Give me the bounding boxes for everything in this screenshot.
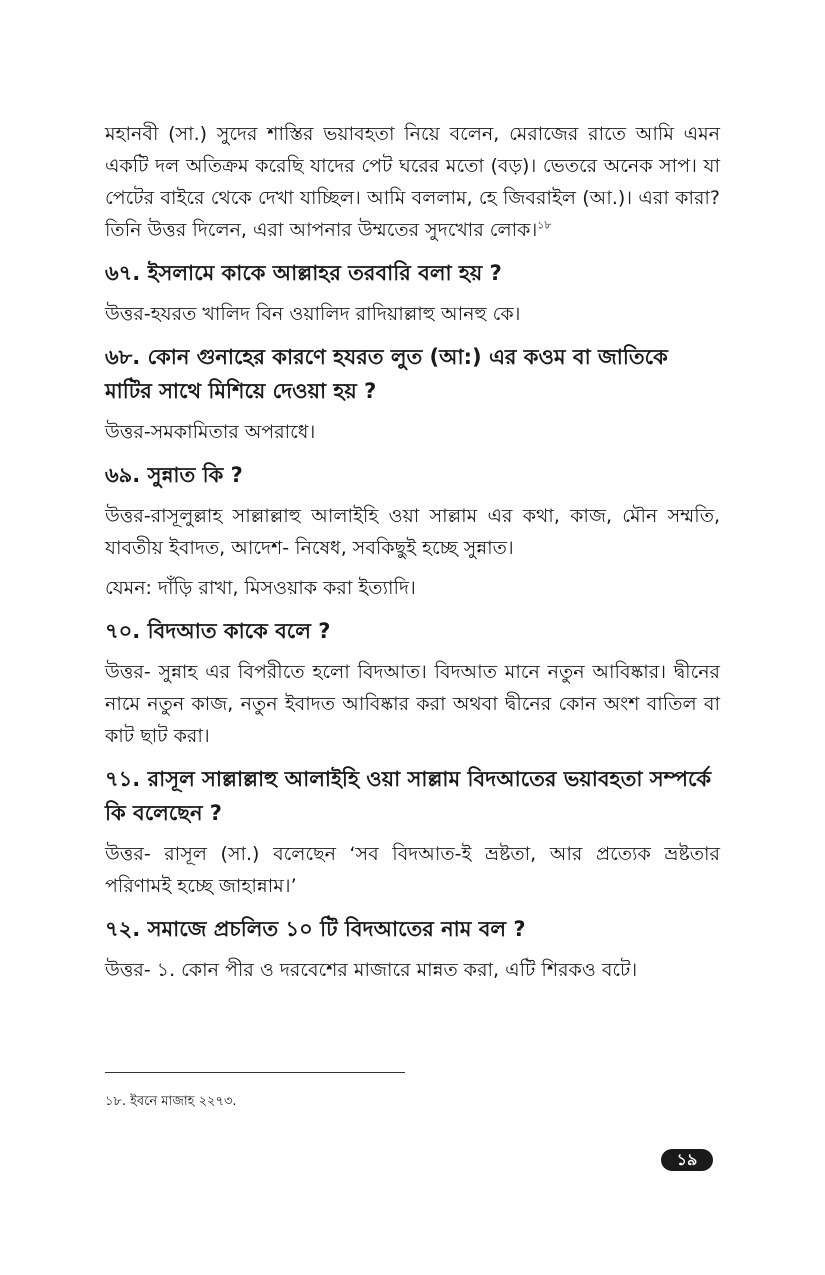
intro-text: মহানবী (সা.) সুদের শাস্তির ভয়াবহতা নিয়ে বলেন, মেরাজের রাতে আমি এমন একটি দল অতিক্রম করেছি যাদের পেট ঘরের মতো (বড়)। ভেতরে অনেক সাপ। যা পেটের বাইরে থেকে দেখা যাচ্ছিল। আমি বললাম, হে জিবরাইল (আ.)। এরা কারা? তিনি উত্তর দিলেন, এরা আপনার উম্মতের সুদখোর লোক। bbox=[105, 123, 720, 241]
answer-69: উত্তর-রাসূলুল্লাহ সাল্লাল্লাহু আলাইহি ওয়া সাল্লাম এর কথা, কাজ, মৌন সম্মতি, যাবতীয় ইবাদত, আদেশ- নিষেধ, সবকিছুই হচ্ছে সুন্নাত। bbox=[105, 505, 720, 559]
question-68: ৬৮. কোন গুনাহের কারণে হযরত লুত (আ:) এর কওম বা জাতিকে মাটির সাথে মিশিয়ে দেওয়া হয় ? bbox=[105, 345, 668, 403]
answer-68: উত্তর-সমকামিতার অপরাধে। bbox=[105, 421, 316, 443]
answer-72: উত্তর- ১. কোন পীর ও দরবেশের মাজারে মান্নত করা, এটি শিরকও বটে। bbox=[105, 959, 638, 981]
footnote: ১৮. ইবনে মাজাহ ২২৭৩. bbox=[105, 1094, 237, 1109]
question-69: ৬৯. সুন্নাত কি ? bbox=[105, 463, 243, 487]
answer-69-example: যেমন: দাঁড়ি রাখা, মিসওয়াক করা ইত্যাদি। bbox=[105, 577, 416, 599]
answer-70: উত্তর- সুন্নাহ এর বিপরীতে হলো বিদআত। বিদআত মানে নতুন আবিষ্কার। দ্বীনের নামে নতুন কাজ, নতুন ইবাদত আবিষ্কার করা অথবা দ্বীনের কোন অংশ বাতিল বা কাট ছাট করা। bbox=[105, 661, 720, 747]
footnote-divider bbox=[105, 1072, 405, 1073]
intro-paragraph bbox=[105, 118, 720, 246]
answer-67: উত্তর-হযরত খালিদ বিন ওয়ালিদ রাদিয়াল্লাহু আনহু কে। bbox=[105, 303, 521, 325]
question-71: ৭১. রাসূল সাল্লাল্লাহু আলাইহি ওয়া সাল্লাম বিদআতের ভয়াবহতা সম্পর্কে কি বলেছেন ? bbox=[105, 767, 712, 825]
question-67: ৬৭. ইসলামে কাকে আল্লাহর তরবারি বলা হয় ? bbox=[105, 261, 502, 285]
page-number-badge: ১৯ bbox=[661, 1149, 713, 1171]
page-body bbox=[105, 118, 720, 986]
footnote-ref: ১৮ bbox=[537, 218, 552, 232]
question-72: ৭২. সমাজে প্রচলিত ১০ টি বিদআতের নাম বল ? bbox=[105, 917, 526, 941]
question-70: ৭০. বিদআত কাকে বলে ? bbox=[105, 619, 331, 643]
answer-71: উত্তর- রাসূল (সা.) বলেছেন ‘সব বিদআত-ই ভ্রষ্টতা, আর প্রত্যেক ভ্রষ্টতার পরিণামই হচ্ছে জাহান্নাম।’ bbox=[105, 843, 720, 897]
